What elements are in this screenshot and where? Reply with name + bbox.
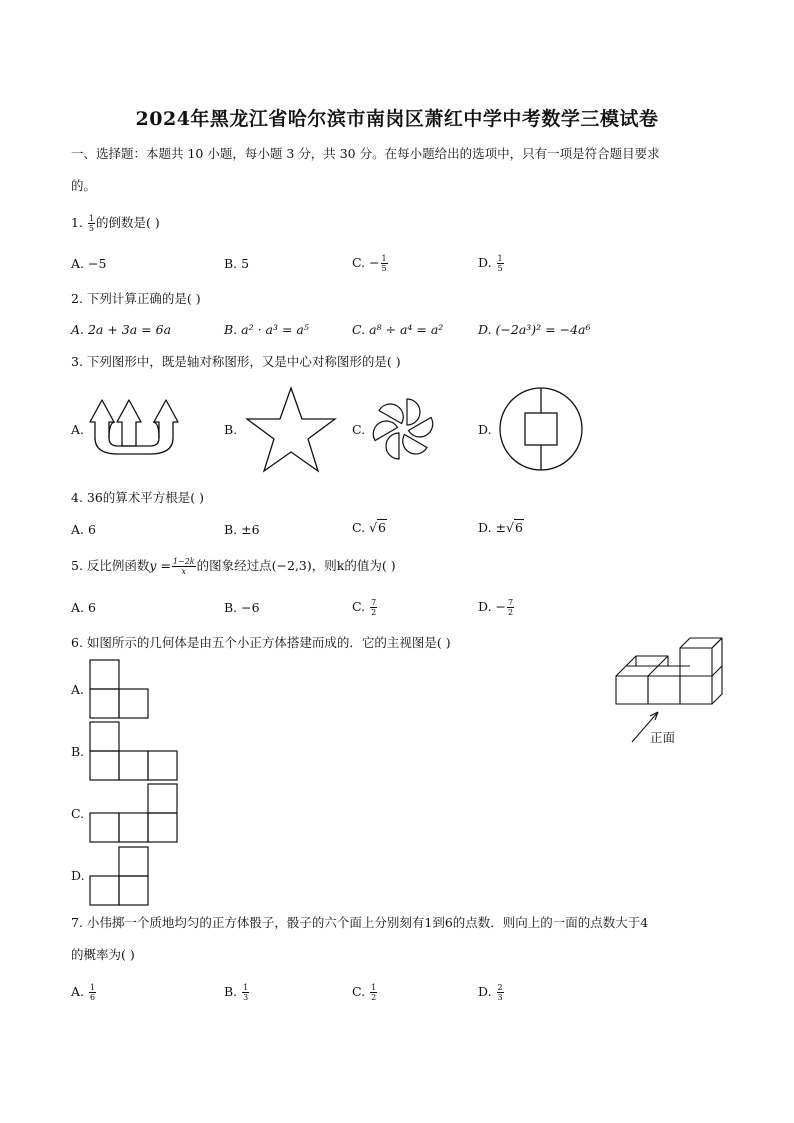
front-label: 正面 [650,731,676,745]
q3-option-d: D. [478,422,492,437]
q1-option-a: A. −5 [71,256,107,271]
fraction: $\frac{1}{5}$ [88,214,94,233]
q6-figure-c [89,783,179,843]
q6-option-a: A. [71,682,85,697]
question-7-line1: 7. 小伟掷一个质地均匀的正方体骰子，骰子的六个面上分别刻有1到6的点数．则向上的一面的点数大于4 [71,915,649,930]
q3-option-c: C. [352,422,366,437]
q2-option-d: D. (−2a³)² = −4a⁶ [478,322,591,337]
q4-option-c: C. √6 [352,520,386,535]
q6-figure-b [89,721,179,781]
question-5-stem: 5. 反比例函数y = $\frac{1-2k}{x}$ 的图象经过点(−2,3)，则k的值为( ) [71,557,396,576]
q6-figure-a [89,659,149,719]
q5-option-a: A. 6 [71,600,96,615]
question-1-stem: 1. $\frac{1}{5}$ 的倒数是( ) [71,214,160,233]
question-4-stem: 4. 36的算术平方根是( ) [71,490,205,505]
q7-option-c: C. $\frac{1}{2}$ [352,983,377,1002]
q2-option-b: B. a² · a³ = a⁵ [224,322,309,337]
section-header-line1: 一、选择题：本题共 10 小题，每小题 3 分，共 30 分。在每小题给出的选项中，只有一项是符合题目要求 [71,146,660,161]
q3-option-a: A. [71,422,85,437]
q7-option-d: D. $\frac{2}{3}$ [478,983,503,1002]
q5-option-b: B. −6 [224,600,260,615]
q1-option-c: C. − $\frac{1}{5}$ [352,254,387,273]
question-6-stem: 6. 如图所示的几何体是由五个小正方体搭建而成的．它的主视图是( ) [71,635,451,650]
q6-option-c: C. [71,806,85,821]
figure-pinwheel [370,396,436,462]
q6-option-b: B. [71,744,85,759]
q1-option-d: D. $\frac{1}{5}$ [478,254,503,273]
q2-option-a: A. 2a + 3a = 6a [71,322,172,337]
q1-option-b: B. 5 [224,256,250,271]
question-7-line2: 的概率为( ) [71,947,135,962]
q2-option-c: C. a⁸ ÷ a⁴ = a² [352,322,444,337]
q7-option-a: A. $\frac{1}{6}$ [71,983,96,1002]
question-3-stem: 3. 下列图形中，既是轴对称图形，又是中心对称图形的是( ) [71,354,401,369]
q4-option-a: A. 6 [71,522,96,537]
page-title: 2024年黑龙江省哈尔滨市南岗区萧红中学中考数学三模试卷 [135,108,659,130]
q6-figure-d [89,846,149,906]
q4-option-d: D. ±√6 [478,520,523,535]
figure-three-arrows [88,396,180,456]
q3-option-b: B. [224,422,238,437]
figure-coin [498,386,584,472]
q4-option-b: B. ±6 [224,522,260,537]
figure-star [245,386,337,474]
q5-option-d: D. − $\frac{7}{2}$ [478,598,514,617]
q6-option-d: D. [71,868,85,883]
q7-option-b: B. $\frac{1}{3}$ [224,983,249,1002]
q5-option-c: C. $\frac{7}{2}$ [352,598,377,617]
section-header-line2: 的。 [71,178,97,193]
question-2-stem: 2. 下列计算正确的是( ) [71,291,201,306]
